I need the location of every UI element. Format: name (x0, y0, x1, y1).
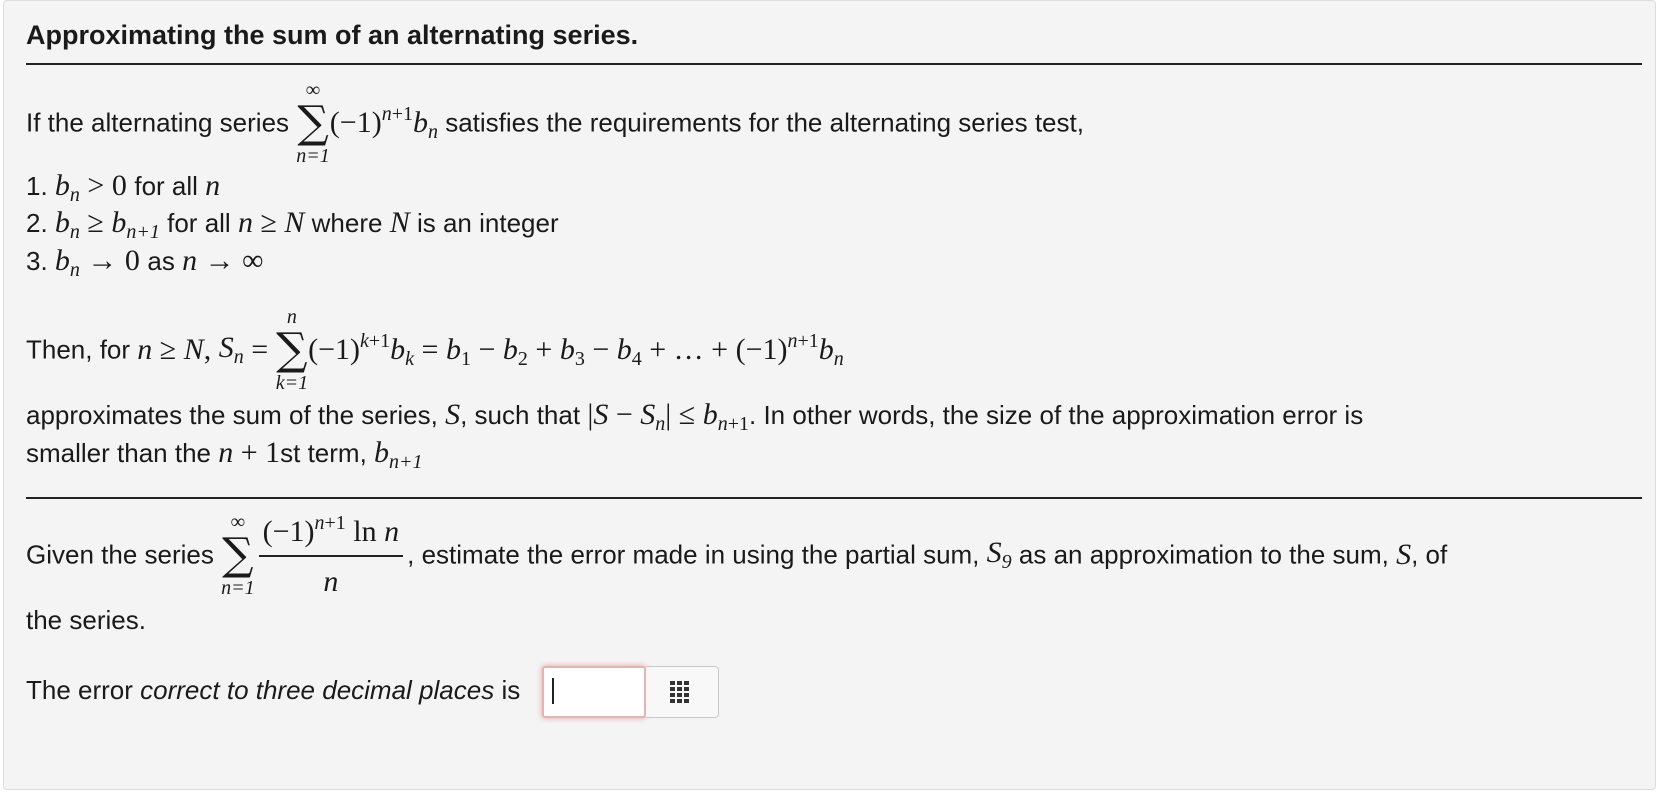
intro-suffix: satisfies the requirements for the alternating series test, (445, 107, 1084, 138)
given-fraction: $\frac{(-1)^{n+1} \ln n}{n}$ (259, 512, 404, 599)
answer-label: The error correct to three decimal places is (26, 675, 521, 705)
intro-line: If the alternating series ∞ ∑ n=1 $(-1)^{n+1}b_n$ satisfies the requirements for the alternating series test, (26, 79, 1084, 167)
approx-line-2: smaller than the n + 1st term, $b_{n+1}$ (26, 436, 423, 473)
given-line-2: the series. (26, 605, 146, 635)
condition-3: 3. $b_n \to 0$ as n → ∞ (26, 244, 264, 281)
given-sum-symbol: ∞ ∑ n=1 (221, 511, 255, 599)
partial-sum-symbol: n ∑ k=1 (275, 306, 309, 394)
then-line: Then, for n ≥ N, $S_n$ = n ∑ k=1 $(-1)^{k+1}b_k = b_1 - b_2 + b_3 - b_4$ + … + $(-1)^{n+1}b_n$ (26, 306, 844, 394)
condition-2: 2. $b_n \ge b_{n+1}$ for all n ≥ N where N is an integer (26, 206, 559, 243)
intro-prefix: If the alternating series (26, 107, 290, 138)
keypad-grid-icon (670, 681, 694, 703)
sum-symbol: ∞ ∑ n=1 (296, 79, 330, 167)
text-cursor (552, 678, 554, 704)
keypad-button[interactable] (646, 666, 719, 718)
given-line: Given the series ∞ ∑ n=1 $\frac{(-1)^{n+1} \ln n}{n}$ , estimate the error made in using the partial sum, $S_9$ as an approximation to the sum, S, of (26, 511, 1448, 599)
question-panel (3, 0, 1656, 790)
condition-1: 1. $b_n > 0$ for all n (26, 169, 221, 206)
divider-top (26, 63, 1642, 65)
approx-line-1: approximates the sum of the series, S, such that $|S - S_n| \le b_{n+1}$. In other words, the size of the approximation error is (26, 398, 1364, 435)
divider-middle (26, 497, 1642, 499)
answer-input[interactable] (542, 666, 646, 718)
question-title: Approximating the sum of an alternating series. (26, 20, 639, 50)
